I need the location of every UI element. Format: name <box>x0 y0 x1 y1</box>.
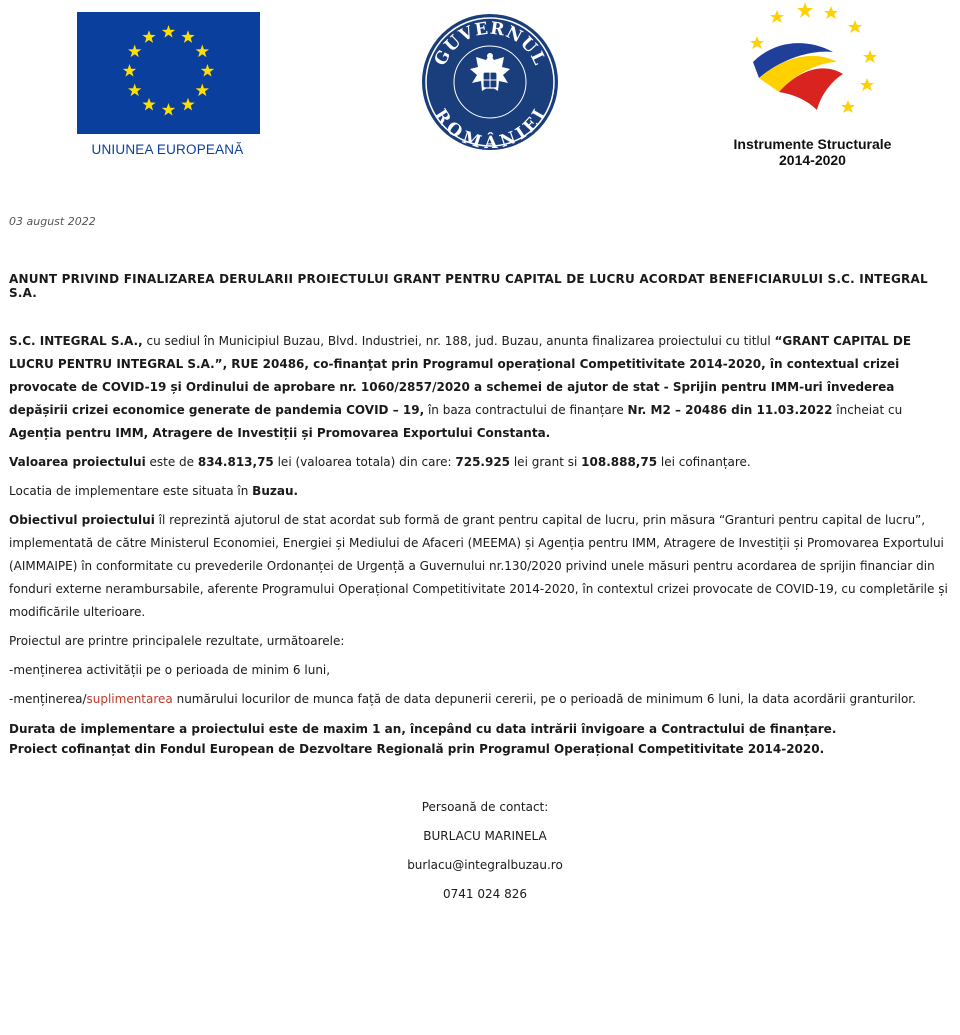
gov-bottom-text: ROMÂNIEI <box>430 105 551 152</box>
structural-instruments-logo <box>745 0 885 130</box>
result-item: -menținerea activității pe o perioada de minim 6 luni, <box>9 663 331 677</box>
announcement-body <box>9 330 957 765</box>
contact-name: BURLACU MARINELA <box>423 829 547 843</box>
text: numărului locurilor de munca față de data depunerii cererii, pe o perioadă de minimum 6 luni, la data acordării granturilor. <box>172 692 916 706</box>
text: în baza contractului de finanțare <box>424 403 628 417</box>
paragraph-duration <box>9 719 957 759</box>
grant-value: 725.925 <box>455 455 511 469</box>
company-name: S.C. INTEGRAL S.A., <box>9 334 143 348</box>
announcement-title: ANUNT PRIVIND FINALIZAREA DERULARII PROIECTULUI GRANT PENTRU CAPITAL DE LUCRU ACORDAT BENEFICIARULUI S.C. INTEGRAL S.A. <box>9 272 928 300</box>
objective-label: Obiectivul proiectului <box>9 513 155 527</box>
location-value: Buzau. <box>252 484 299 498</box>
paragraph-objective <box>9 509 957 624</box>
eu-flag-logo <box>77 12 260 134</box>
paragraph-results-intro: Proiectul are printre principalele rezultate, următoarele: <box>9 634 345 648</box>
government-seal-logo <box>420 12 560 152</box>
logo-header <box>0 0 960 180</box>
eu-stars-icon <box>77 12 260 134</box>
contact-block <box>0 796 960 912</box>
total-value: 834.813,75 <box>197 455 274 469</box>
text: îl reprezintă ajutorul de stat acordat sub formă de grant pentru capital de lucru, prin măsura “Granturi pentru capital de lucru”, implementată de către Ministerul Economiei, Energiei și Mediului de Afaceri (MEEMA) și Agenția pentru IMM, Atragere de Investiții și Promovarea Exportului (AIMMAIPE) în conformitate cu prevederile Ordonanței de Urgență a Guvernului nr.130/2020 privind unele măsuri pentru acordarea de sprijin financiar din fonduri externe nerambursabile, aferente Programului Operațional Competitivitate 2014-2020, în contextul crizei provocate de COVID-19, cu completările și modificările ulterioare. <box>9 513 948 619</box>
project-title: “GRANT CAPITAL DE LUCRU PENTRU INTEGRAL S.A.”, RUE 20486, co-finanţat prin Programul operațional Competitivitate 2014-2020, în contextual crizei provocate de COVID-19 și Ordinului de aprobare nr. 1060/2857/2020 a schemei de ajutor de stat - Sprijin pentru IMM-uri învederea depășirii crizei economice generate de pandemia COVID – 19, <box>9 334 912 417</box>
cofinancing-text: Proiect cofinanțat din Fondul European de Dezvoltare Regională prin Programul Operațional Competitivitate 2014-2020. <box>9 742 825 756</box>
is-label-line1: Instrumente Structurale <box>733 136 892 152</box>
value-label: Valoarea proiectului <box>9 455 146 469</box>
text: lei cofinanțare. <box>657 455 751 469</box>
agency-name: Agenția pentru IMM, Atragere de Investiții și Promovarea Exportului Constanta. <box>9 426 551 440</box>
paragraph-intro <box>9 330 957 445</box>
text: este de <box>145 455 198 469</box>
text: -menținerea/ <box>9 692 87 706</box>
result-item <box>9 688 957 711</box>
contract-number: Nr. M2 – 20486 din 11.03.2022 <box>627 403 833 417</box>
highlighted-word: suplimentarea <box>86 692 173 706</box>
paragraph-location <box>9 480 957 503</box>
duration-text: Durata de implementare a proiectului este de maxim 1 an, începând cu data intrării învigoare a Contractului de finanțare. <box>9 722 837 736</box>
gov-top-text: GUVERNUL <box>430 18 550 70</box>
text: lei grant si <box>510 455 582 469</box>
text: încheiat cu <box>832 403 903 417</box>
contact-email[interactable]: burlacu@integralbuzau.ro <box>407 858 563 872</box>
text: lei (valoarea totala) din care: <box>273 455 456 469</box>
cofinancing-value: 108.888,75 <box>581 455 658 469</box>
contact-phone: 0741 024 826 <box>443 887 527 901</box>
text: Locatia de implementare este situata în <box>9 484 253 498</box>
structural-instruments-label <box>700 136 925 168</box>
is-label-line2: 2014-2020 <box>779 152 846 168</box>
eu-label: UNIUNEA EUROPEANĂ <box>91 142 244 157</box>
contact-label: Persoană de contact: <box>421 800 549 814</box>
paragraph-value <box>9 451 957 474</box>
publish-date: 03 august 2022 <box>9 215 96 228</box>
text: cu sediul în Municipiul Buzau, Blvd. Industriei, nr. 188, jud. Buzau, anunta finalizarea proiectului cu titlul <box>142 334 775 348</box>
